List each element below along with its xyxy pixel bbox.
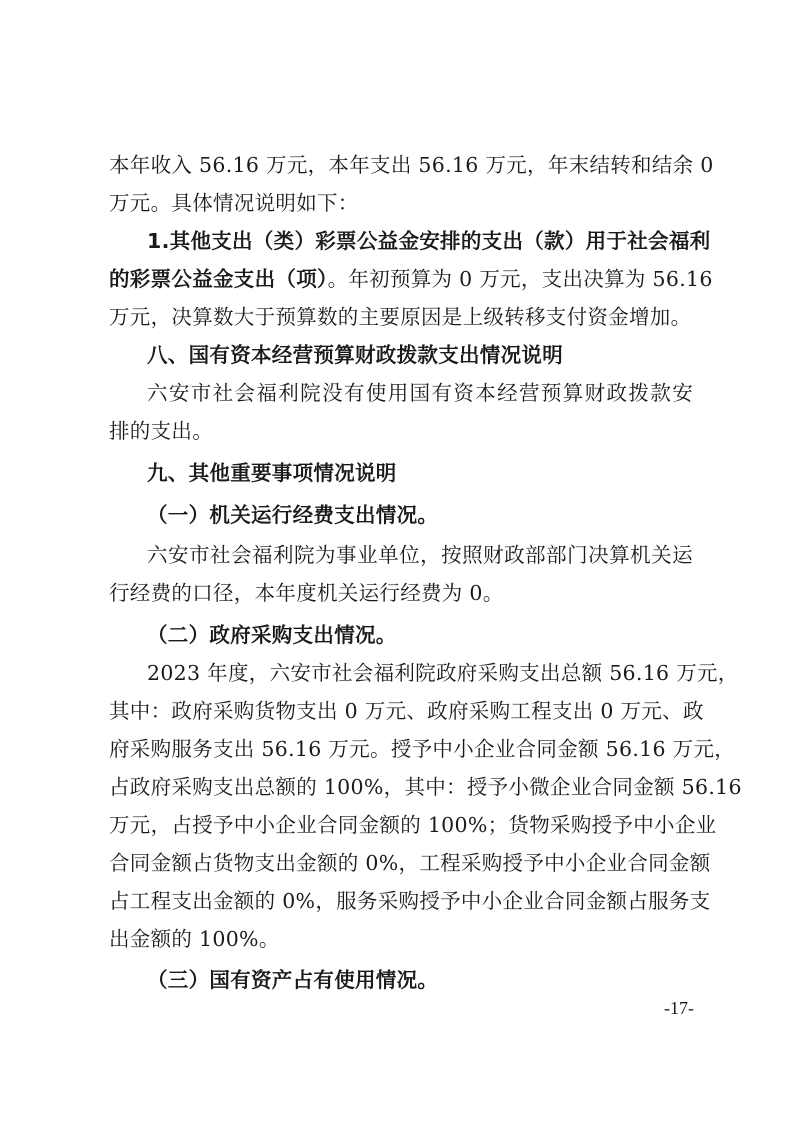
paragraph-line: 2023 年度，六安市社会福利院政府采购支出总额 56.16 万元， xyxy=(147,661,739,685)
item-heading: 1.其他支出（类）彩票公益金安排的支出（款）用于社会福利 xyxy=(147,229,711,253)
section-heading: 九、其他重要事项情况说明 xyxy=(147,461,397,485)
paragraph-line: 万元。具体情况说明如下： xyxy=(109,191,359,215)
item-line xyxy=(109,265,713,293)
paragraph-line: 万元，占授予中小企业合同金额的 100%；货物采购授予中小企业 xyxy=(109,813,717,837)
subsection-heading: （三）国有资产占有使用情况。 xyxy=(147,968,439,992)
section-heading: 八、国有资本经营预算财政拨款支出情况说明 xyxy=(147,343,563,367)
paragraph-line: 六安市社会福利院没有使用国有资本经营预算财政拨款安 xyxy=(147,381,693,405)
paragraph-line: 其中：政府采购货物支出 0 万元、政府采购工程支出 0 万元、政 xyxy=(109,699,704,723)
paragraph-line: 六安市社会福利院为事业单位，按照财政部部门决算机关运 xyxy=(147,543,693,567)
subsection-heading: （二）政府采购支出情况。 xyxy=(147,623,397,647)
subsection-heading: （一）机关运行经费支出情况。 xyxy=(147,503,439,527)
paragraph-line: 府采购服务支出 56.16 万元。授予中小企业合同金额 56.16 万元， xyxy=(109,737,736,761)
item-body: 。年初预算为 0 万元，支出决算为 56.16 xyxy=(327,267,713,291)
paragraph-line: 本年收入 56.16 万元，本年支出 56.16 万元，年末结转和结余 0 xyxy=(109,153,714,177)
item-heading-cont: 的彩票公益金支出（项） xyxy=(109,267,328,291)
paragraph-line: 合同金额占货物支出金额的 0%，工程采购授予中小企业合同金额 xyxy=(109,851,711,875)
paragraph-line: 万元，决算数大于预算数的主要原因是上级转移支付资金增加。 xyxy=(109,305,692,329)
paragraph-line: 出金额的 100%。 xyxy=(109,927,280,951)
paragraph-line: 占政府采购支出总额的 100%，其中：授予小微企业合同金额 56.16 xyxy=(109,775,742,799)
paragraph-line: 占工程支出金额的 0%，服务采购授予中小企业合同金额占服务支 xyxy=(109,889,711,913)
page-number: -17- xyxy=(664,998,694,1018)
paragraph-line: 排的支出。 xyxy=(109,419,213,443)
paragraph-line: 行经费的口径，本年度机关运行经费为 0。 xyxy=(109,581,504,605)
